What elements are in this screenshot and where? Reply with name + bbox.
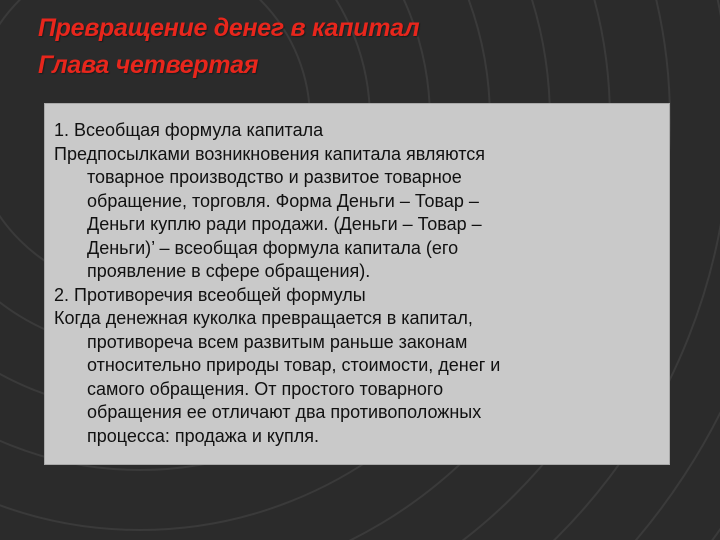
paragraph-1-line-4: Деньги куплю ради продажи. (Деньги – Товар –	[87, 214, 482, 234]
paragraph-1-line-1: Предпосылками возникновения капитала являются	[54, 143, 486, 164]
paragraph-2-line-1: Когда денежная куколка превращается в капитал,	[54, 308, 473, 328]
paragraph-1-line-5: Деньги)’ – всеобщая формула капитала (его	[87, 237, 459, 258]
paragraph-1-line-3: обращение, торговля. Форма Деньги – Товар –	[87, 190, 479, 211]
slide-title	[38, 10, 678, 84]
paragraph-1-line-6: проявление в сфере обращения).	[87, 261, 371, 281]
heading-2: 2. Противоречия всеобщей формулы	[54, 284, 366, 305]
paragraph-2-line-5: обращения ее отличают два противоположных	[87, 402, 482, 422]
content-box	[44, 103, 670, 465]
paragraph-1-line-2: товарное производство и развитое товарное	[87, 167, 462, 187]
heading-1: 1. Всеобщая формула капитала	[54, 120, 324, 140]
content-text	[54, 119, 660, 448]
paragraph-2-line-4: самого обращения. От простого товарного	[87, 378, 444, 399]
paragraph-2-line-2: противореча всем развитым раньше законам	[87, 331, 468, 352]
title-line-2: Глава четвертая	[38, 51, 259, 79]
paragraph-2-line-3: относительно природы товар, стоимости, денег и	[87, 355, 501, 375]
paragraph-2-line-6: процесса: продажа и купля.	[87, 425, 319, 446]
title-line-1: Превращение денег в капитал	[38, 14, 420, 42]
